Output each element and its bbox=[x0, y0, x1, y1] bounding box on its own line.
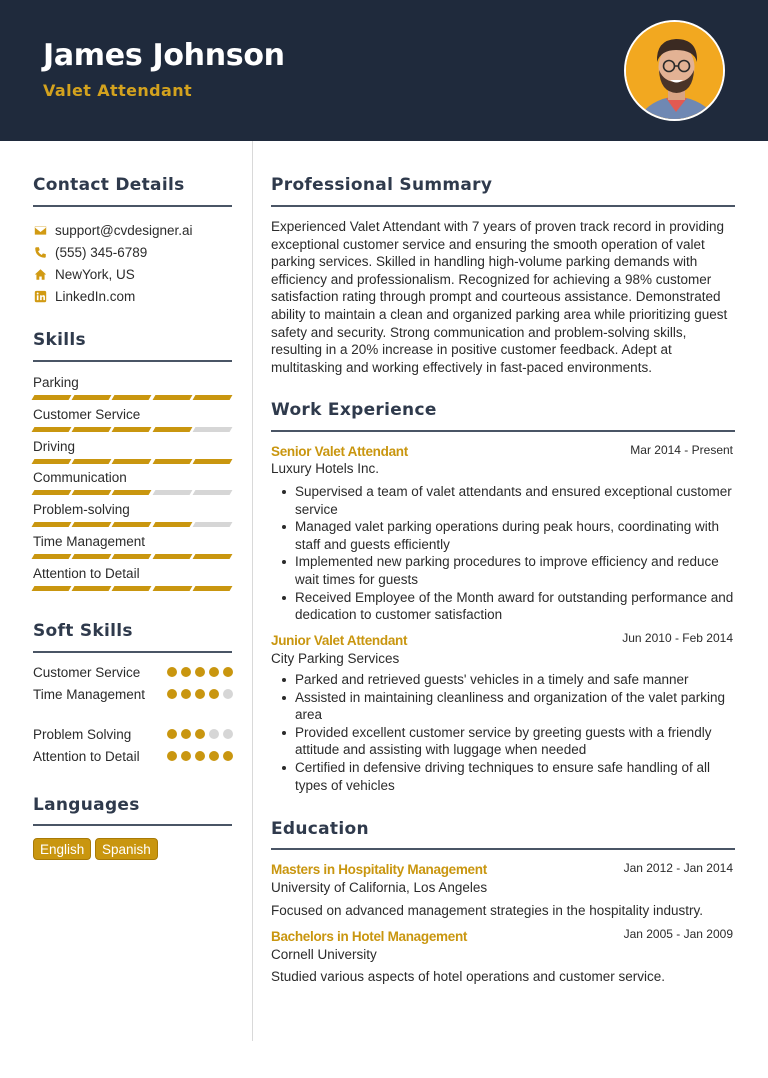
skill-level-segment bbox=[152, 459, 192, 464]
skill-level-segment bbox=[32, 395, 72, 400]
rating-dot bbox=[223, 667, 233, 677]
job-title: Senior Valet Attendant bbox=[271, 444, 408, 459]
skill-level-segment bbox=[72, 490, 112, 495]
soft-skills-rule bbox=[33, 651, 232, 653]
contact-phone[interactable] bbox=[33, 243, 147, 261]
job-bullets bbox=[271, 483, 737, 624]
skill-level-segment bbox=[32, 554, 72, 559]
job-bullets bbox=[271, 671, 737, 794]
soft-skill-label: Time Management bbox=[33, 687, 146, 702]
rating-dot bbox=[195, 729, 205, 739]
skill-level-bar bbox=[33, 522, 231, 527]
contact-linkedin[interactable] bbox=[33, 287, 135, 305]
bullet-item: Received Employee of the Month award for outstanding performance and dedication to customer satisfaction bbox=[271, 589, 737, 624]
summary-text: Experienced Valet Attendant with 7 years of proven track record in providing exceptional customer service and ensuring the smooth operation of valet parking services. Skilled in handling high-volume parking demands with efficiency and professionalism. Recognized for achieving a 98% customer satisfaction rating through prompt and courteous assistance. Demonstrated ability to maintain a clean and organized parking area while prioritizing guest safety and security. Strong communication and problem-solving skills, resulting in a 20% increase in positive customer feedback. Adept at multitasking and working effectively in fast-paced environments. bbox=[271, 219, 728, 375]
skill-label: Driving bbox=[33, 439, 76, 454]
rating-dot bbox=[167, 729, 177, 739]
soft-skill-rating bbox=[167, 751, 233, 761]
skill-level-bar bbox=[33, 395, 231, 400]
language-badge-english: English bbox=[33, 838, 91, 860]
degree-date: Jan 2005 - Jan 2009 bbox=[623, 927, 733, 941]
skill-level-bar bbox=[33, 459, 231, 464]
rating-dot bbox=[195, 667, 205, 677]
skill-level-segment bbox=[72, 395, 112, 400]
rating-dot bbox=[223, 751, 233, 761]
skill-level-segment bbox=[152, 554, 192, 559]
contact-heading: Contact Details bbox=[33, 175, 185, 195]
contact-email[interactable] bbox=[33, 221, 193, 239]
skill-level-segment bbox=[192, 427, 232, 432]
candidate-name: James Johnson bbox=[43, 38, 285, 73]
skill-level-segment bbox=[152, 395, 192, 400]
skill-label: Attention to Detail bbox=[33, 566, 140, 581]
experience-rule bbox=[271, 430, 735, 432]
skill-level-segment bbox=[112, 586, 152, 591]
contact-phone-text: (555) 345-6789 bbox=[55, 244, 148, 260]
bullet-item: Implemented new parking procedures to improve efficiency and reduce wait times for guests bbox=[271, 553, 737, 588]
bullet-item: Assisted in maintaining cleanliness and organization of the valet parking area bbox=[271, 689, 737, 724]
column-divider bbox=[252, 141, 253, 1041]
skill-level-segment bbox=[192, 522, 232, 527]
job-title: Junior Valet Attendant bbox=[271, 633, 408, 648]
skill-level-segment bbox=[152, 427, 192, 432]
bullet-item: Supervised a team of valet attendants and ensured exceptional customer service bbox=[271, 483, 737, 518]
skill-level-bar bbox=[33, 427, 231, 432]
rating-dot bbox=[209, 667, 219, 677]
profile-photo bbox=[624, 20, 725, 121]
skill-label: Communication bbox=[33, 470, 127, 485]
education-heading: Education bbox=[271, 819, 369, 839]
rating-dot bbox=[209, 751, 219, 761]
job-company: Luxury Hotels Inc. bbox=[271, 461, 380, 476]
skill-level-segment bbox=[72, 427, 112, 432]
skill-label: Problem-solving bbox=[33, 502, 130, 517]
phone-icon bbox=[33, 245, 47, 259]
degree-description: Studied various aspects of hotel operations and customer service. bbox=[271, 969, 665, 984]
summary-rule bbox=[271, 205, 735, 207]
skill-level-segment bbox=[192, 554, 232, 559]
languages-heading: Languages bbox=[33, 795, 140, 815]
skills-rule bbox=[33, 360, 232, 362]
language-badge-spanish: Spanish bbox=[95, 838, 158, 860]
skill-label: Parking bbox=[33, 375, 79, 390]
soft-skill-label: Customer Service bbox=[33, 665, 141, 680]
rating-dot bbox=[181, 729, 191, 739]
contact-location-text: NewYork, US bbox=[55, 266, 135, 282]
email-icon bbox=[33, 223, 47, 237]
soft-skill-rating bbox=[167, 667, 233, 677]
rating-dot bbox=[167, 689, 177, 699]
experience-heading: Work Experience bbox=[271, 400, 437, 420]
degree-description: Focused on advanced management strategies in the hospitality industry. bbox=[271, 903, 703, 918]
soft-skill-rating bbox=[167, 729, 233, 739]
school-name: Cornell University bbox=[271, 947, 377, 962]
skill-level-bar bbox=[33, 554, 231, 559]
skill-label: Customer Service bbox=[33, 407, 141, 422]
skills-heading: Skills bbox=[33, 330, 86, 350]
skill-level-segment bbox=[192, 586, 232, 591]
rating-dot bbox=[209, 689, 219, 699]
job-date: Mar 2014 - Present bbox=[630, 443, 733, 457]
school-name: University of California, Los Angeles bbox=[271, 880, 488, 895]
languages-rule bbox=[33, 824, 232, 826]
skill-level-segment bbox=[152, 586, 192, 591]
skill-level-segment bbox=[32, 522, 72, 527]
skill-level-segment bbox=[112, 554, 152, 559]
skill-level-segment bbox=[112, 427, 152, 432]
summary-heading: Professional Summary bbox=[271, 175, 493, 195]
skill-level-segment bbox=[112, 522, 152, 527]
soft-skill-label: Attention to Detail bbox=[33, 749, 140, 764]
contact-rule bbox=[33, 205, 232, 207]
skill-level-segment bbox=[72, 554, 112, 559]
skill-level-segment bbox=[192, 459, 232, 464]
bullet-item: Parked and retrieved guests' vehicles in a timely and safe manner bbox=[271, 671, 737, 689]
skill-level-segment bbox=[32, 459, 72, 464]
rating-dot bbox=[195, 689, 205, 699]
degree-title: Bachelors in Hotel Management bbox=[271, 929, 468, 944]
bullet-item: Provided excellent customer service by greeting guests with a friendly attitude and assisting with luggage when needed bbox=[271, 724, 737, 759]
linkedin-icon bbox=[33, 289, 47, 303]
contact-linkedin-text: LinkedIn.com bbox=[55, 288, 136, 304]
skill-level-bar bbox=[33, 490, 231, 495]
bullet-item: Managed valet parking operations during peak hours, coordinating with staff and guests efficiently bbox=[271, 518, 737, 553]
skill-level-segment bbox=[112, 395, 152, 400]
degree-date: Jan 2012 - Jan 2014 bbox=[623, 861, 733, 875]
skill-level-segment bbox=[72, 586, 112, 591]
rating-dot bbox=[223, 729, 233, 739]
skill-level-segment bbox=[112, 459, 152, 464]
skill-level-segment bbox=[72, 459, 112, 464]
resume-header bbox=[0, 0, 768, 141]
rating-dot bbox=[195, 751, 205, 761]
skill-level-segment bbox=[112, 490, 152, 495]
skill-label: Time Management bbox=[33, 534, 146, 549]
contact-email-text: support@cvdesigner.ai bbox=[55, 222, 193, 238]
skill-level-segment bbox=[152, 522, 192, 527]
contact-location bbox=[33, 265, 135, 283]
soft-skills-heading: Soft Skills bbox=[33, 621, 133, 641]
rating-dot bbox=[209, 729, 219, 739]
soft-skill-label: Problem Solving bbox=[33, 727, 132, 742]
skill-level-segment bbox=[152, 490, 192, 495]
bullet-item: Certified in defensive driving techniques to ensure safe handling of all types of vehicles bbox=[271, 759, 737, 794]
skill-level-segment bbox=[192, 490, 232, 495]
candidate-role: Valet Attendant bbox=[43, 81, 193, 100]
skill-level-segment bbox=[192, 395, 232, 400]
rating-dot bbox=[223, 689, 233, 699]
skill-level-segment bbox=[32, 490, 72, 495]
rating-dot bbox=[167, 751, 177, 761]
home-icon bbox=[33, 267, 47, 281]
skill-level-segment bbox=[72, 522, 112, 527]
degree-title: Masters in Hospitality Management bbox=[271, 862, 487, 877]
job-company: City Parking Services bbox=[271, 651, 400, 666]
education-rule bbox=[271, 848, 735, 850]
rating-dot bbox=[181, 689, 191, 699]
skill-level-bar bbox=[33, 586, 231, 591]
rating-dot bbox=[181, 667, 191, 677]
skill-level-segment bbox=[32, 586, 72, 591]
soft-skill-rating bbox=[167, 689, 233, 699]
rating-dot bbox=[181, 751, 191, 761]
job-date: Jun 2010 - Feb 2014 bbox=[622, 631, 733, 645]
rating-dot bbox=[167, 667, 177, 677]
skill-level-segment bbox=[32, 427, 72, 432]
